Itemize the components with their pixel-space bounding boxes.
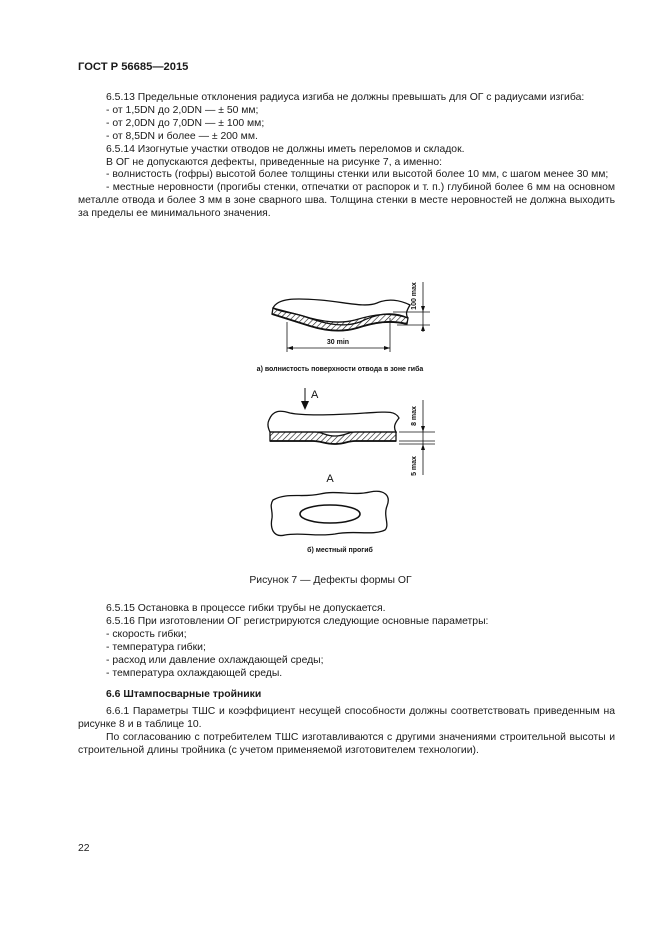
waviness-diagram bbox=[257, 282, 430, 373]
list-item: - от 1,5DN до 2,0DN — ± 50 мм; bbox=[106, 104, 259, 116]
defects-drawing bbox=[225, 260, 455, 565]
section-heading-6-6: 6.6 Штампосварные тройники bbox=[106, 689, 262, 701]
view-arrow-label: А bbox=[311, 389, 319, 401]
list-item: - от 2,0DN до 7,0DN — ± 100 мм; bbox=[106, 117, 265, 129]
list-item-local-dents: - местные неровности (прогибы стенки, отпечатки от распорок и т. п.) глубиной более 6 мм на основном металле отвода и более 3 мм в зоне сварного шва. Толщина стенки в месте неровностей не должна выходить за пределы ее минимального значения. bbox=[78, 182, 615, 220]
dim-depth-label: 8 max bbox=[411, 406, 418, 426]
dim-wall-label: 5 max bbox=[411, 456, 418, 476]
list-item: - от 8,5DN и более — ± 200 мм. bbox=[106, 130, 258, 142]
paragraph-6-5-16: 6.5.16 При изготовлении ОГ регистрируются следующие основные параметры: bbox=[106, 615, 489, 627]
paragraph-6-6-1: 6.6.1 Параметры ТШС и коэффициент несущей способности должны соответствовать приведенным на рисунке 8 и в таблице 10. bbox=[78, 706, 615, 731]
figure-caption: Рисунок 7 — Дефекты формы ОГ bbox=[249, 575, 412, 586]
paragraph-6-5-13: 6.5.13 Предельные отклонения радиуса изгиба не должны превышать для ОГ с радиусами изгиба: bbox=[106, 92, 585, 103]
text-block-2 bbox=[78, 603, 615, 758]
page-number: 22 bbox=[78, 843, 90, 854]
standard-header: ГОСТ Р 56685—2015 bbox=[78, 61, 189, 73]
dim-height-label: 100 max bbox=[411, 282, 418, 310]
subcaption-a: а) волнистость поверхности отвода в зоне гиба bbox=[256, 366, 424, 373]
paragraph-agreement: По согласованию с потребителем ТШС изготавливаются с другими значениями строительной высоты и строительной длины тройника (с учетом применяемой изготовителем технологии). bbox=[78, 732, 615, 757]
view-label: А bbox=[326, 473, 334, 485]
text-block-1 bbox=[78, 92, 615, 221]
list-item-waviness: - волнистость (гофры) высотой более толщины стенки или высотой более 10 мм, с шагом менее 30 мм; bbox=[106, 169, 609, 181]
list-item: - скорость гибки; bbox=[106, 628, 187, 640]
figure-7 bbox=[225, 260, 455, 565]
list-item: - температура гибки; bbox=[106, 641, 206, 653]
paragraph-6-5-15: 6.5.15 Остановка в процессе гибки трубы не допускается. bbox=[106, 603, 386, 614]
local-dent-diagram bbox=[268, 388, 435, 554]
list-item: - расход или давление охлаждающей среды; bbox=[106, 654, 324, 666]
paragraph-defects-intro: В ОГ не допускаются дефекты, приведенные на рисунке 7, а именно: bbox=[106, 156, 443, 168]
subcaption-b: б) местный прогиб bbox=[307, 547, 373, 554]
dim-length-label: 30 min bbox=[326, 339, 350, 346]
list-item: - температура охлаждающей среды. bbox=[106, 667, 283, 679]
paragraph-6-5-14: 6.5.14 Изогнутые участки отводов не должны иметь переломов и складок. bbox=[106, 143, 465, 155]
